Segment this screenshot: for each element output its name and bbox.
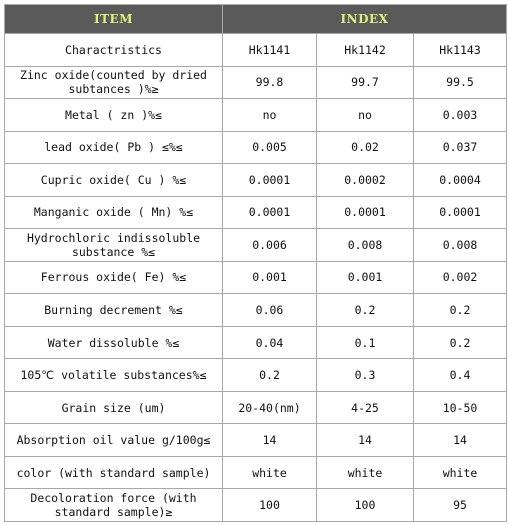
spec-table	[4, 4, 507, 522]
row-value: 0.0002	[317, 164, 413, 196]
table-row	[5, 424, 506, 456]
row-value: 0.008	[414, 229, 506, 261]
row-value: 0.1	[317, 327, 413, 359]
row-item-label: Manganic oxide ( Mn) %≤	[5, 197, 222, 229]
table-row	[5, 392, 506, 424]
row-value: 100	[223, 489, 316, 521]
row-value: 99.8	[223, 67, 316, 99]
row-value: 0.0001	[223, 164, 316, 196]
row-value: 0.2	[414, 294, 506, 326]
table-row	[5, 327, 506, 359]
row-value: 99.7	[317, 67, 413, 99]
table-row	[5, 164, 506, 196]
table-row	[5, 67, 506, 99]
header-item: ITEM	[5, 5, 222, 33]
row-value: 14	[223, 424, 316, 456]
table-row	[5, 359, 506, 391]
row-value: 0.4	[414, 359, 506, 391]
row-value: Hk1142	[317, 34, 413, 66]
row-item-label: color (with standard sample)	[5, 457, 222, 489]
row-value: 0.001	[317, 262, 413, 294]
table-row	[5, 197, 506, 229]
row-value: 0.0004	[414, 164, 506, 196]
row-item-label: Burning decrement %≤	[5, 294, 222, 326]
spec-body	[5, 34, 506, 521]
row-item-label: Charactristics	[5, 34, 222, 66]
table-row	[5, 489, 506, 521]
row-value: 0.005	[223, 132, 316, 164]
table-row	[5, 99, 506, 131]
row-item-label: Grain size (um)	[5, 392, 222, 424]
row-item-label: Absorption oil value g/100g≤	[5, 424, 222, 456]
table-row	[5, 457, 506, 489]
row-value: no	[223, 99, 316, 131]
table-row	[5, 34, 506, 66]
row-value: 95	[414, 489, 506, 521]
row-value: 0.3	[317, 359, 413, 391]
row-item-label: Cupric oxide( Cu ) %≤	[5, 164, 222, 196]
header-index: INDEX	[223, 5, 506, 33]
row-value: 14	[317, 424, 413, 456]
row-value: 0.003	[414, 99, 506, 131]
row-item-label: lead oxide( Pb ) ≤%≤	[5, 132, 222, 164]
table-row	[5, 229, 506, 261]
row-value: 0.002	[414, 262, 506, 294]
row-value: white	[223, 457, 316, 489]
row-value: 0.008	[317, 229, 413, 261]
table-row	[5, 132, 506, 164]
row-value: 99.5	[414, 67, 506, 99]
row-value: 0.2	[317, 294, 413, 326]
row-value: 0.06	[223, 294, 316, 326]
row-value: Hk1141	[223, 34, 316, 66]
row-value: 4-25	[317, 392, 413, 424]
row-value: white	[317, 457, 413, 489]
header-row	[5, 5, 506, 33]
row-value: 0.037	[414, 132, 506, 164]
row-value: 0.006	[223, 229, 316, 261]
row-value: 100	[317, 489, 413, 521]
row-item-label: Decoloration force (with standard sample)≥	[5, 489, 222, 521]
row-item-label: Water dissoluble %≤	[5, 327, 222, 359]
row-value: 0.0001	[414, 197, 506, 229]
row-value: 14	[414, 424, 506, 456]
row-item-label: Zinc oxide(counted by dried subtances )%≥	[5, 67, 222, 99]
row-value: no	[317, 99, 413, 131]
table-row	[5, 294, 506, 326]
row-item-label: Ferrous oxide( Fe) %≤	[5, 262, 222, 294]
row-value: 0.04	[223, 327, 316, 359]
row-value: white	[414, 457, 506, 489]
row-value: 0.02	[317, 132, 413, 164]
row-value: 0.2	[223, 359, 316, 391]
row-value: 0.001	[223, 262, 316, 294]
row-value: Hk1143	[414, 34, 506, 66]
row-value: 0.0001	[223, 197, 316, 229]
row-value: 0.2	[414, 327, 506, 359]
row-item-label: Metal ( zn )%≤	[5, 99, 222, 131]
row-item-label: Hydrochloric indissoluble substance %≤	[5, 229, 222, 261]
row-item-label: 105℃ volatile substances%≤	[5, 359, 222, 391]
table-row	[5, 262, 506, 294]
row-value: 20-40(nm)	[223, 392, 316, 424]
row-value: 10-50	[414, 392, 506, 424]
row-value: 0.0001	[317, 197, 413, 229]
